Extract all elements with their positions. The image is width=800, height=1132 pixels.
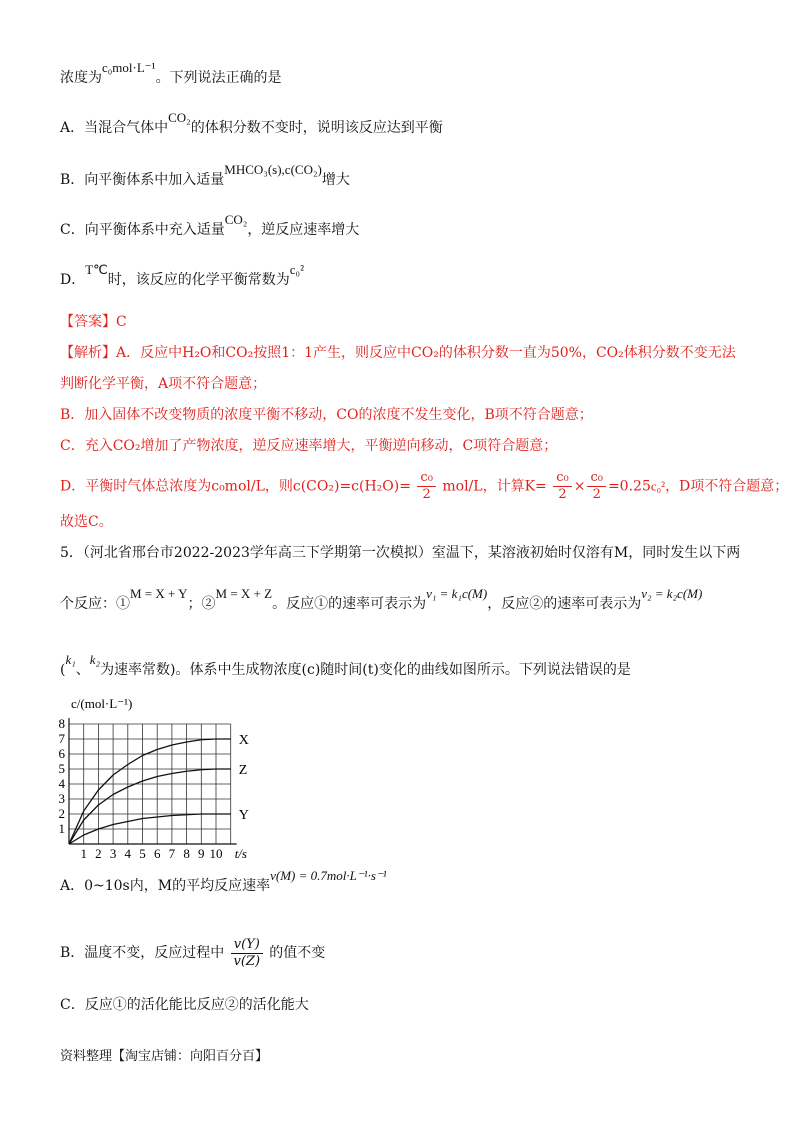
analysis-line-d: D．平衡时气体总浓度为c₀mol/L，则c(CO₂)=c(H₂O)= $\frac{\text{c₀}}{2}$ mol/L，计算K= $\frac{\text{c₀}}{2}$ × $\frac{\text{c₀}}{2}$ =0.25c₀²，D项不符合题意； [60, 470, 789, 502]
q4-option-a: A．当混合气体中CO₂的体积分数不变时，说明该反应达到平衡 [60, 110, 443, 136]
x-tick-label: 8 [183, 846, 190, 861]
y-axis-label: c/(mol·L⁻¹) [71, 696, 133, 711]
y-tick-label: 6 [58, 746, 65, 761]
q5-option-b: B．温度不变，反应过程中 $\frac{v(Y)}{v(Z)}$ 的值不变 [60, 936, 326, 969]
series-line-z [69, 769, 231, 844]
fraction-c0-over-2: $\frac{\text{c₀}}{2}$ [417, 470, 436, 503]
rate-ratio-fraction: $\frac{v(Y)}{v(Z)}$ [231, 937, 263, 970]
y-tick-label: 8 [58, 716, 65, 731]
x-tick-label: 2 [95, 846, 102, 861]
footer-note: 资料整理【淘宝店铺：向阳百分百】 [60, 1049, 269, 1064]
answer-label: 【答案】C [60, 314, 127, 330]
concentration-time-chart [55, 696, 285, 866]
series-line-x [69, 739, 231, 844]
analysis-line-2: 判断化学平衡，A项不符合题意； [60, 376, 267, 392]
q4-stem-tail: 浓度为c₀mol·L⁻¹。下列说法正确的是 [60, 60, 282, 86]
q4-option-c: C．向平衡体系中充入适量CO₂，逆反应速率增大 [60, 212, 360, 238]
x-tick-label: 4 [124, 846, 132, 861]
x-tick-label: 5 [139, 846, 146, 861]
q5-line-2: 个反应：①M = X + Y；②M = X + Z。反应①的速率可表示为v₁ = k₁c(M)，反应②的速率可表示为v₂ = k₂c(M) [60, 586, 703, 612]
x-axis-label: t/s [234, 846, 247, 861]
y-tick-label: 1 [58, 821, 65, 836]
series-label-z: Z [238, 763, 248, 778]
x-tick-label: 1 [80, 846, 87, 861]
analysis-line-4: C．充入CO₂增加了产物浓度，逆反应速率增大，平衡逆向移动，C项符合题意； [60, 438, 558, 454]
x-tick-label: 7 [168, 846, 176, 861]
fraction-k-factor-2: $\frac{\text{c₀}}{2}$ [587, 470, 606, 503]
x-tick-label: 6 [153, 846, 161, 861]
y-tick-label: 3 [58, 791, 65, 806]
series-label-y: Y [238, 808, 249, 823]
concentration-expr: c₀mol·L⁻¹ [102, 60, 156, 75]
q4-option-d: D．T℃时，该反应的化学平衡常数为c₀² [60, 262, 304, 288]
q4-option-b: B．向平衡体系中加入适量MHCO₃(s),c(CO₂)增大 [60, 162, 350, 188]
x-tick-label: 10 [209, 846, 223, 861]
y-tick-label: 7 [58, 731, 65, 746]
y-tick-label: 5 [58, 761, 65, 776]
y-tick-label: 2 [58, 806, 65, 821]
q5-option-a: A．0~10s内，M的平均反应速率v(M) = 0.7mol·L⁻¹·s⁻¹ [60, 868, 387, 894]
q5-line-1: 5．（河北省邢台市2022-2023学年高三下学期第一次模拟）室温下，某溶液初始时仅溶有M，同时发生以下两 [60, 545, 741, 561]
q5-option-c: C．反应①的活化能比反应②的活化能大 [60, 997, 309, 1013]
q5-line-3: (k₁、k₂为速率常数)。体系中生成物浓度(c)随时间(t)变化的曲线如图所示。下列说法错误的是 [60, 652, 631, 678]
series-label-x: X [238, 733, 249, 748]
analysis-line-3: B．加入固体不改变物质的浓度平衡不移动，CO的浓度不发生变化，B项不符合题意； [60, 407, 593, 423]
x-tick-label: 9 [198, 846, 205, 861]
x-tick-label: 3 [109, 846, 117, 861]
analysis-line-1: 【解析】A．反应中H₂O和CO₂按照1：1产生，则反应中CO₂的体积分数一直为50%，CO₂体积分数不变无法 [60, 345, 736, 361]
fraction-k-factor-1: $\frac{\text{c₀}}{2}$ [553, 470, 572, 503]
y-tick-label: 4 [58, 776, 65, 791]
conclusion: 故选C。 [60, 514, 113, 530]
